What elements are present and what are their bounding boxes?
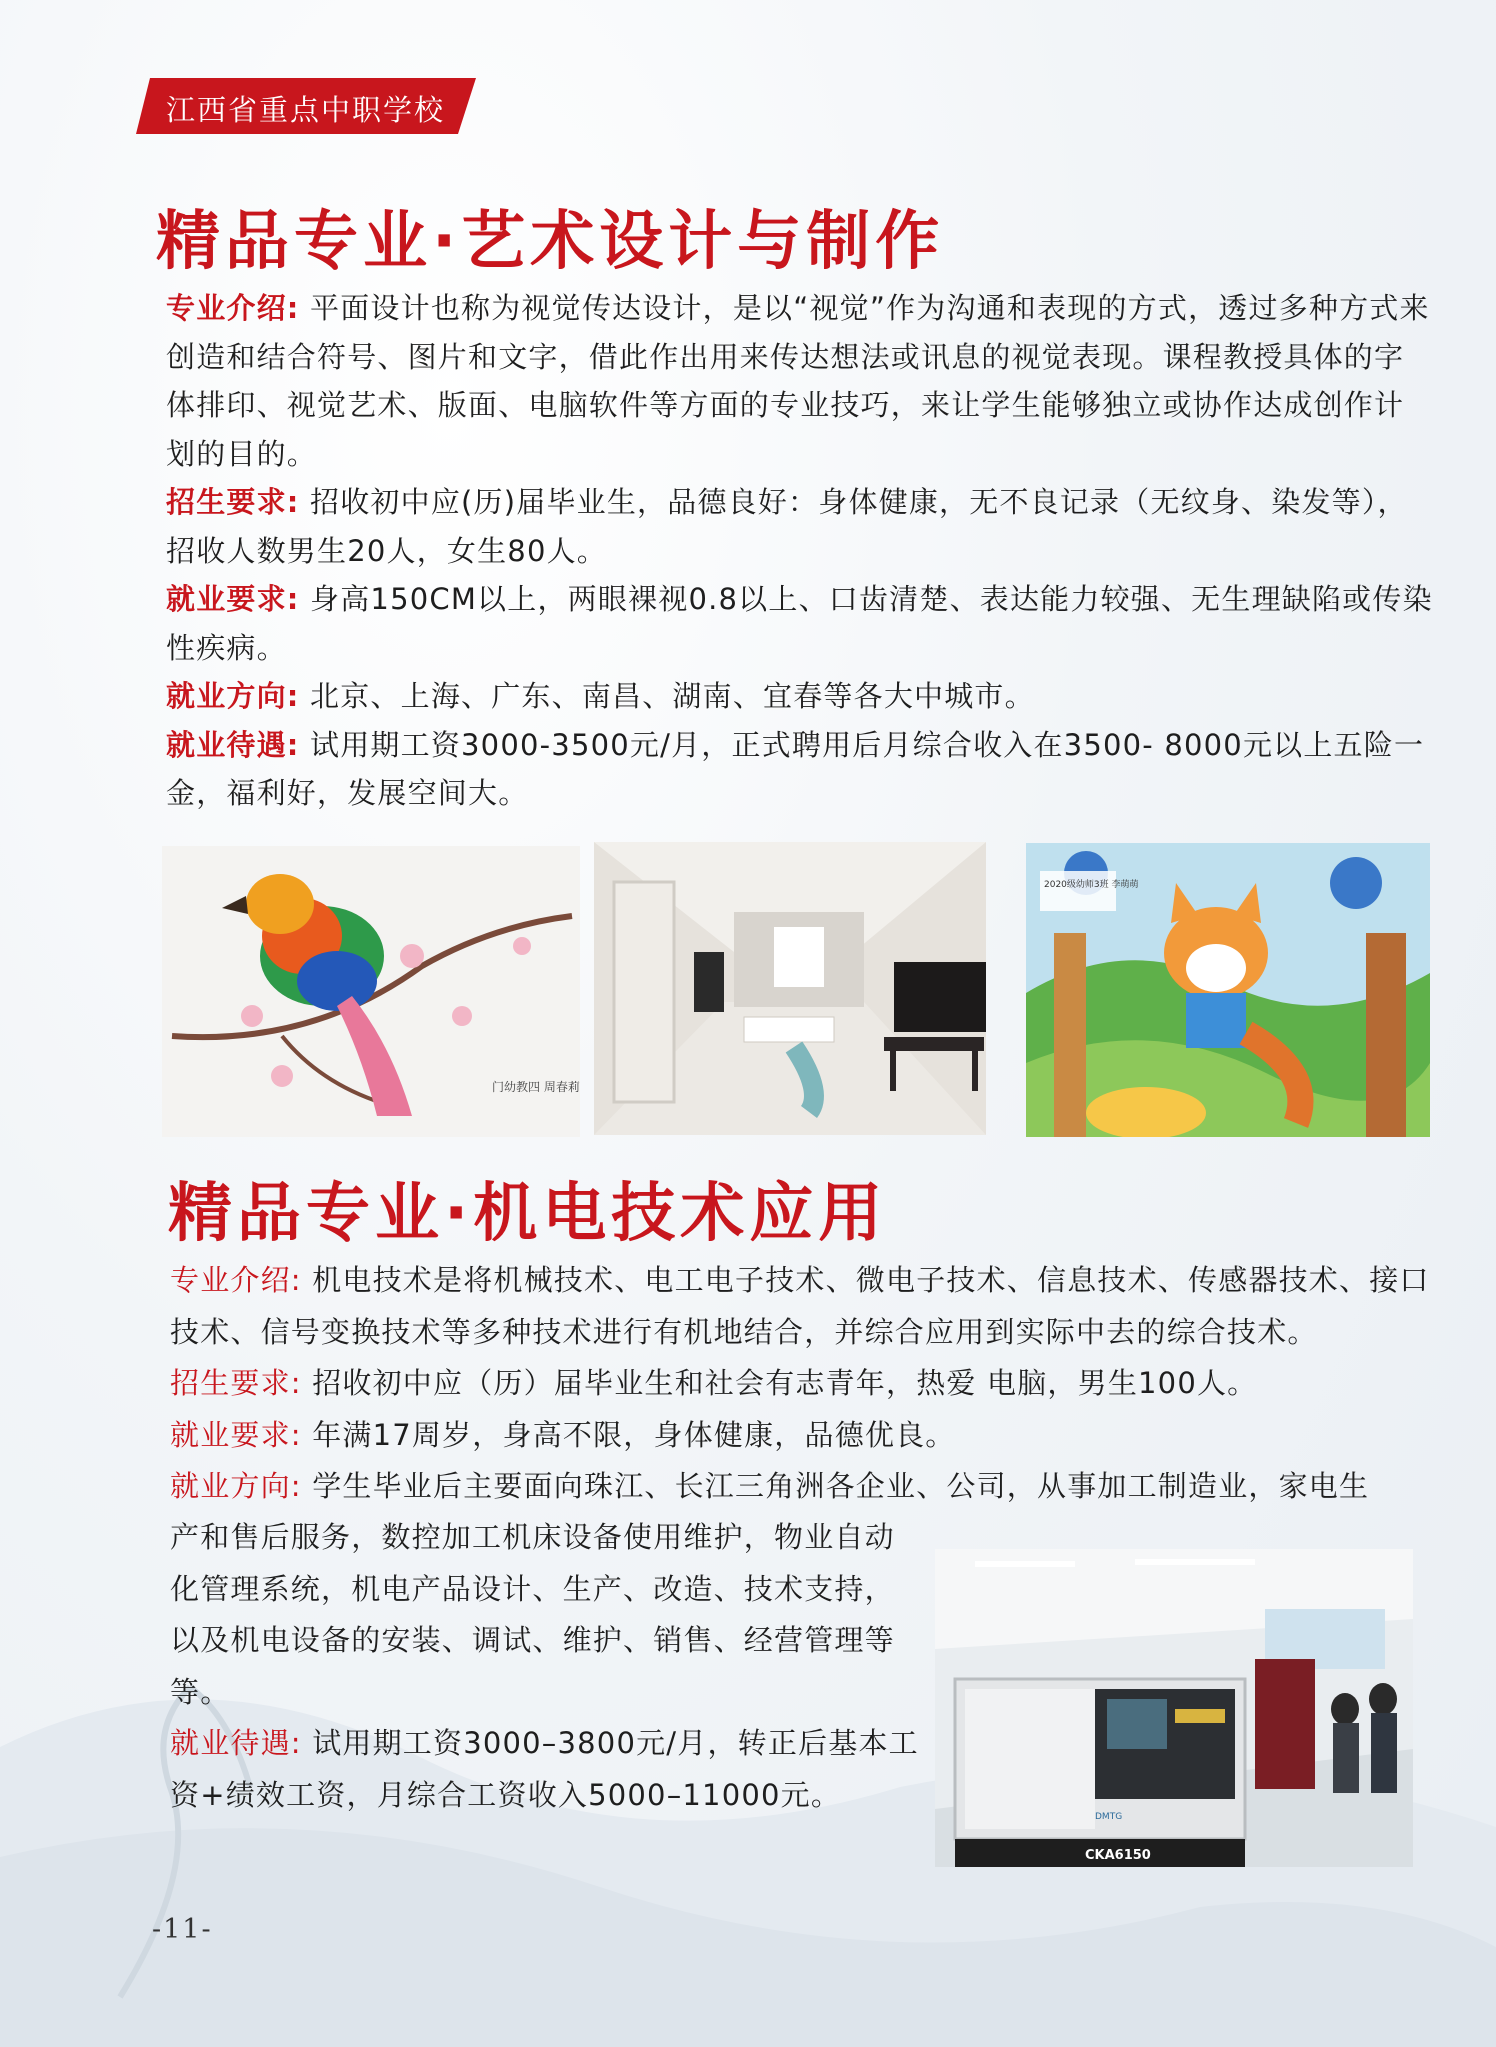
job-dir2-line2: 产和售后服务，数控加工机床设备使用维护，物业自动 — [170, 1520, 895, 1554]
photo-cnc-workshop — [935, 1549, 1413, 1867]
job-req2-label: 就业要求: — [170, 1417, 302, 1452]
salary2-label: 就业待遇: — [170, 1726, 302, 1760]
section1-job-dir — [166, 672, 1434, 721]
machine-model-label: CKA6150 — [1085, 1848, 1151, 1863]
page-number: -11- — [152, 1914, 213, 1945]
job-dir2-line5: 等。 — [170, 1674, 231, 1709]
photo-quilled-bird — [162, 846, 580, 1137]
section2-job-dir-line1 — [170, 1461, 1440, 1513]
section2-salary-line1 — [170, 1718, 930, 1770]
school-tag-text: 江西省重点中职学校 — [166, 93, 446, 127]
job-dir2-label: 就业方向: — [170, 1469, 302, 1503]
job-req2-text: 年满17周岁，身高不限，身体健康，品德优良。 — [312, 1417, 956, 1452]
section2-body-top — [170, 1255, 1440, 1513]
section2-body-bottom — [170, 1512, 930, 1821]
job-dir2-line1: 学生毕业后主要面向珠江、长江三角洲各企业、公司，从事加工制造业，家电生 — [312, 1469, 1370, 1503]
intro2-label: 专业介绍: — [170, 1263, 302, 1297]
section2-enroll — [170, 1358, 1440, 1410]
enroll2-label: 招生要求: — [170, 1366, 302, 1400]
job-req-text: 身高150CM以上，两眼裸视0.8以上、口齿清楚、表达能力较强、无生理缺陷或传染性疾病。 — [166, 582, 1433, 665]
salary2-line2: 资+绩效工资，月综合工资收入5000–11000元。 — [170, 1777, 842, 1812]
section1-body — [166, 284, 1434, 818]
section2-job-req — [170, 1410, 1440, 1462]
photo-child-drawing — [1026, 843, 1430, 1137]
enroll-text: 招收初中应(历)届毕业生，品德良好：身体健康，无不良记录（无纹身、染发等），招收人数男生20人，女生80人。 — [166, 485, 1408, 568]
intro2-text: 机电技术是将机械技术、电工电子技术、微电子技术、信息技术、传感器技术、接口技术、信号变换技术等多种技术进行有机地结合，并综合应用到实际中去的综合技术。 — [170, 1263, 1430, 1349]
job-dir-label: 就业方向: — [166, 679, 300, 713]
section1-job-req — [166, 575, 1434, 672]
intro-label: 专业介绍: — [166, 291, 300, 325]
section2-intro — [170, 1255, 1440, 1358]
section1-title: 精品专业·艺术设计与制作 — [156, 205, 945, 279]
intro-text: 平面设计也称为视觉传达设计，是以“视觉”作为沟通和表现的方式，透过多种方式来创造和结合符号、图片和文字，借此作出用来传达想法或讯息的视觉表现。课程教授具体的字体排印、视觉艺术、版面、电脑软件等方面的专业技巧，来让学生能够独立或协作达成创作计划的目的。 — [166, 291, 1430, 471]
job-dir-text: 北京、上海、广东、南昌、湖南、宜春等各大中城市。 — [310, 679, 1035, 713]
school-tag — [136, 78, 476, 134]
job-req-label: 就业要求: — [166, 582, 300, 616]
section1-intro — [166, 284, 1434, 478]
salary2-line1: 试用期工资3000–3800元/月，转正后基本工 — [312, 1726, 919, 1760]
enroll-label: 招生要求: — [166, 485, 300, 519]
photo-living-room — [594, 842, 986, 1135]
job-dir2-line3: 化管理系统，机电产品设计、生产、改造、技术支持， — [170, 1571, 895, 1606]
section2-title: 精品专业·机电技术应用 — [168, 1177, 888, 1251]
section1-salary — [166, 721, 1434, 818]
job-dir2-line4: 以及机电设备的安装、调试、维护、销售、经营管理等 — [170, 1623, 895, 1657]
photo3-caption: 2020级幼师3班 李萌萌 — [1044, 880, 1139, 890]
enroll2-text: 招收初中应（历）届毕业生和社会有志青年，热爱 电脑，男生100人。 — [312, 1366, 1258, 1400]
salary-text: 试用期工资3000-3500元/月，正式聘用后月综合收入在3500- 8000元以上五险一金，福利好，发展空间大。 — [166, 727, 1425, 810]
salary-label: 就业待遇: — [166, 727, 300, 762]
photo1-caption: 门幼教四 周春莉 — [492, 1080, 580, 1094]
machine-brand-label: DMTG — [1095, 1812, 1123, 1822]
section1-enroll — [166, 478, 1434, 575]
